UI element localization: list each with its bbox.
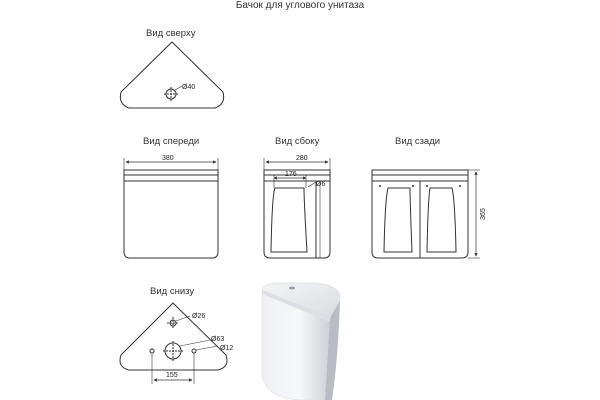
bottom-view-bolt-hole-left bbox=[150, 349, 154, 353]
front-view-width-dim: 380 bbox=[162, 155, 174, 162]
side-view-hole-dim: Ø6 bbox=[316, 181, 326, 188]
front-view bbox=[124, 158, 218, 258]
bottom-view-small-hole-dim: Ø26 bbox=[192, 313, 206, 320]
bottom-view-main-hole-dim: Ø63 bbox=[211, 336, 225, 343]
back-view-height-dim: 365 bbox=[480, 208, 487, 220]
side-view bbox=[264, 158, 330, 258]
tank-flush-button bbox=[289, 287, 295, 290]
bottom-view-bolt-hole-dim: Ø12 bbox=[220, 345, 234, 352]
back-view-label: Вид сзади bbox=[395, 136, 441, 147]
top-view bbox=[120, 42, 223, 108]
bottom-view-label: Вид снизу bbox=[150, 286, 195, 297]
bottom-view-bolt-hole-right bbox=[192, 349, 196, 353]
side-view-inner-cavity bbox=[271, 188, 307, 252]
back-view bbox=[372, 170, 480, 258]
top-view-hole-dim: Ø40 bbox=[182, 84, 196, 91]
top-view-label: Вид сверху bbox=[146, 28, 196, 39]
side-view-width-dim: 280 bbox=[296, 155, 308, 162]
back-view-left-cavity bbox=[384, 188, 412, 252]
side-view-label: Вид сбоку bbox=[275, 136, 320, 147]
bottom-view-spacing-dim: 155 bbox=[166, 372, 178, 379]
tank-render bbox=[262, 283, 340, 400]
front-view-label: Вид спереди bbox=[143, 136, 200, 147]
front-view-outline bbox=[124, 170, 218, 258]
back-view-right-cavity bbox=[427, 188, 456, 252]
top-view-outline bbox=[120, 42, 223, 108]
drawing-title: Бачок для углового унитаза bbox=[235, 0, 365, 11]
side-view-inner-dim: 176 bbox=[285, 171, 297, 178]
